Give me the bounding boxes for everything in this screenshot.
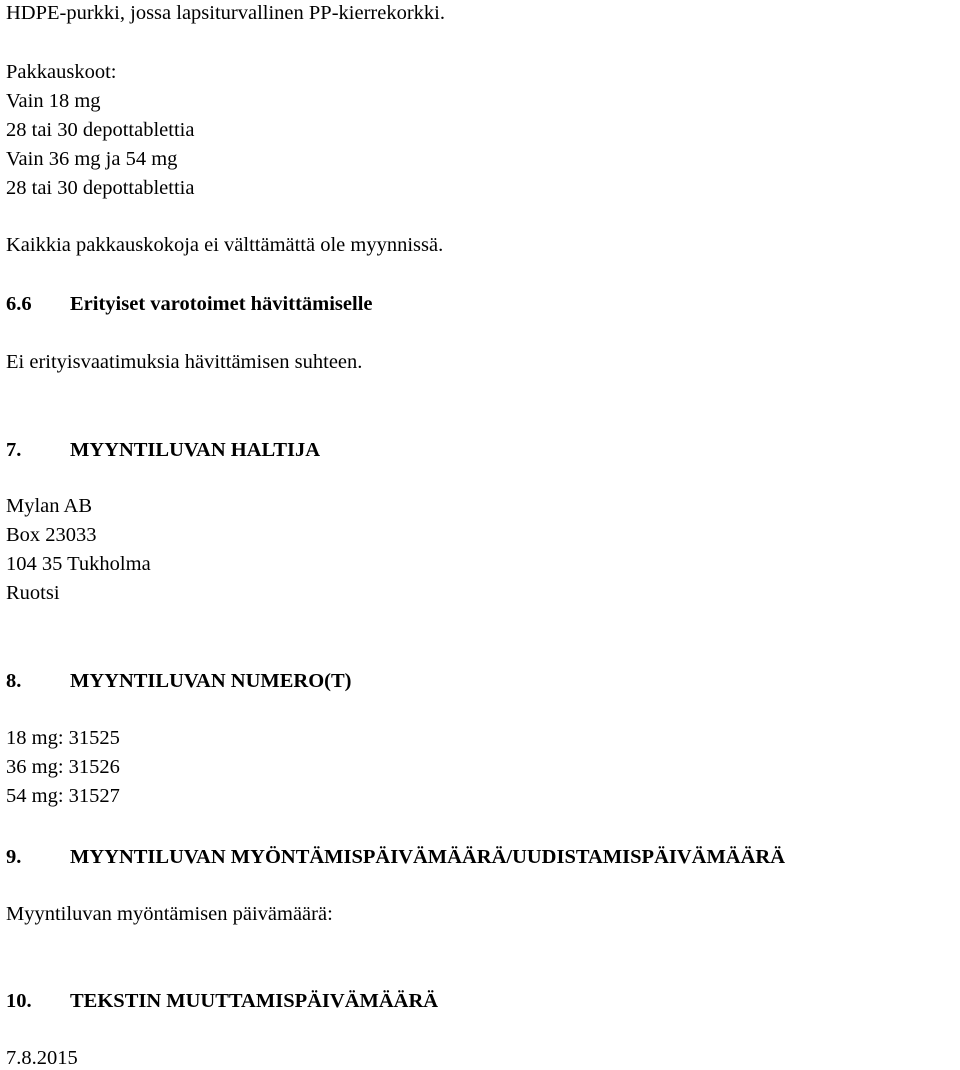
section-number: 9. — [6, 846, 22, 868]
section-9-heading — [6, 845, 785, 869]
not-all-marketed-note: Kaikkia pakkauskokoja ei välttämättä ole myynnissä. — [6, 234, 444, 256]
section-number: 10. — [6, 990, 32, 1012]
section-7-heading — [6, 438, 320, 462]
address-line: Ruotsi — [6, 582, 60, 604]
address-line: Mylan AB — [6, 495, 92, 517]
address-line: 104 35 Tukholma — [6, 553, 151, 575]
section-9-body: Myyntiluvan myöntämisen päivämäärä: — [6, 903, 333, 925]
section-title: MYYNTILUVAN NUMERO(T) — [70, 670, 352, 692]
section-number: 6.6 — [6, 293, 32, 315]
authorisation-number-line: 54 mg: 31527 — [6, 785, 120, 807]
section-number: 7. — [6, 439, 22, 461]
pack-size-line: Vain 36 mg ja 54 mg — [6, 148, 178, 170]
section-6-6-heading — [6, 292, 373, 316]
authorisation-number-line: 18 mg: 31525 — [6, 727, 120, 749]
address-line: Box 23033 — [6, 524, 97, 546]
pack-size-line: 28 tai 30 depottablettia — [6, 177, 195, 199]
section-title: TEKSTIN MUUTTAMISPÄIVÄMÄÄRÄ — [70, 990, 439, 1012]
section-title: MYYNTILUVAN MYÖNTÄMISPÄIVÄMÄÄRÄ/UUDISTAMISPÄIVÄMÄÄRÄ — [70, 846, 786, 868]
section-title: Erityiset varotoimet hävittämiselle — [70, 293, 373, 315]
pack-size-line: Vain 18 mg — [6, 90, 101, 112]
revision-date: 7.8.2015 — [6, 1047, 78, 1069]
section-6-6-body: Ei erityisvaatimuksia hävittämisen suhteen. — [6, 351, 363, 373]
pack-sizes-label: Pakkauskoot: — [6, 61, 117, 83]
section-10-heading — [6, 989, 438, 1013]
section-number: 8. — [6, 670, 22, 692]
authorisation-number-line: 36 mg: 31526 — [6, 756, 120, 778]
container-line: HDPE-purkki, jossa lapsiturvallinen PP-kierrekorkki. — [6, 2, 445, 24]
pack-size-line: 28 tai 30 depottablettia — [6, 119, 195, 141]
section-title: MYYNTILUVAN HALTIJA — [70, 439, 321, 461]
section-8-heading — [6, 669, 352, 693]
